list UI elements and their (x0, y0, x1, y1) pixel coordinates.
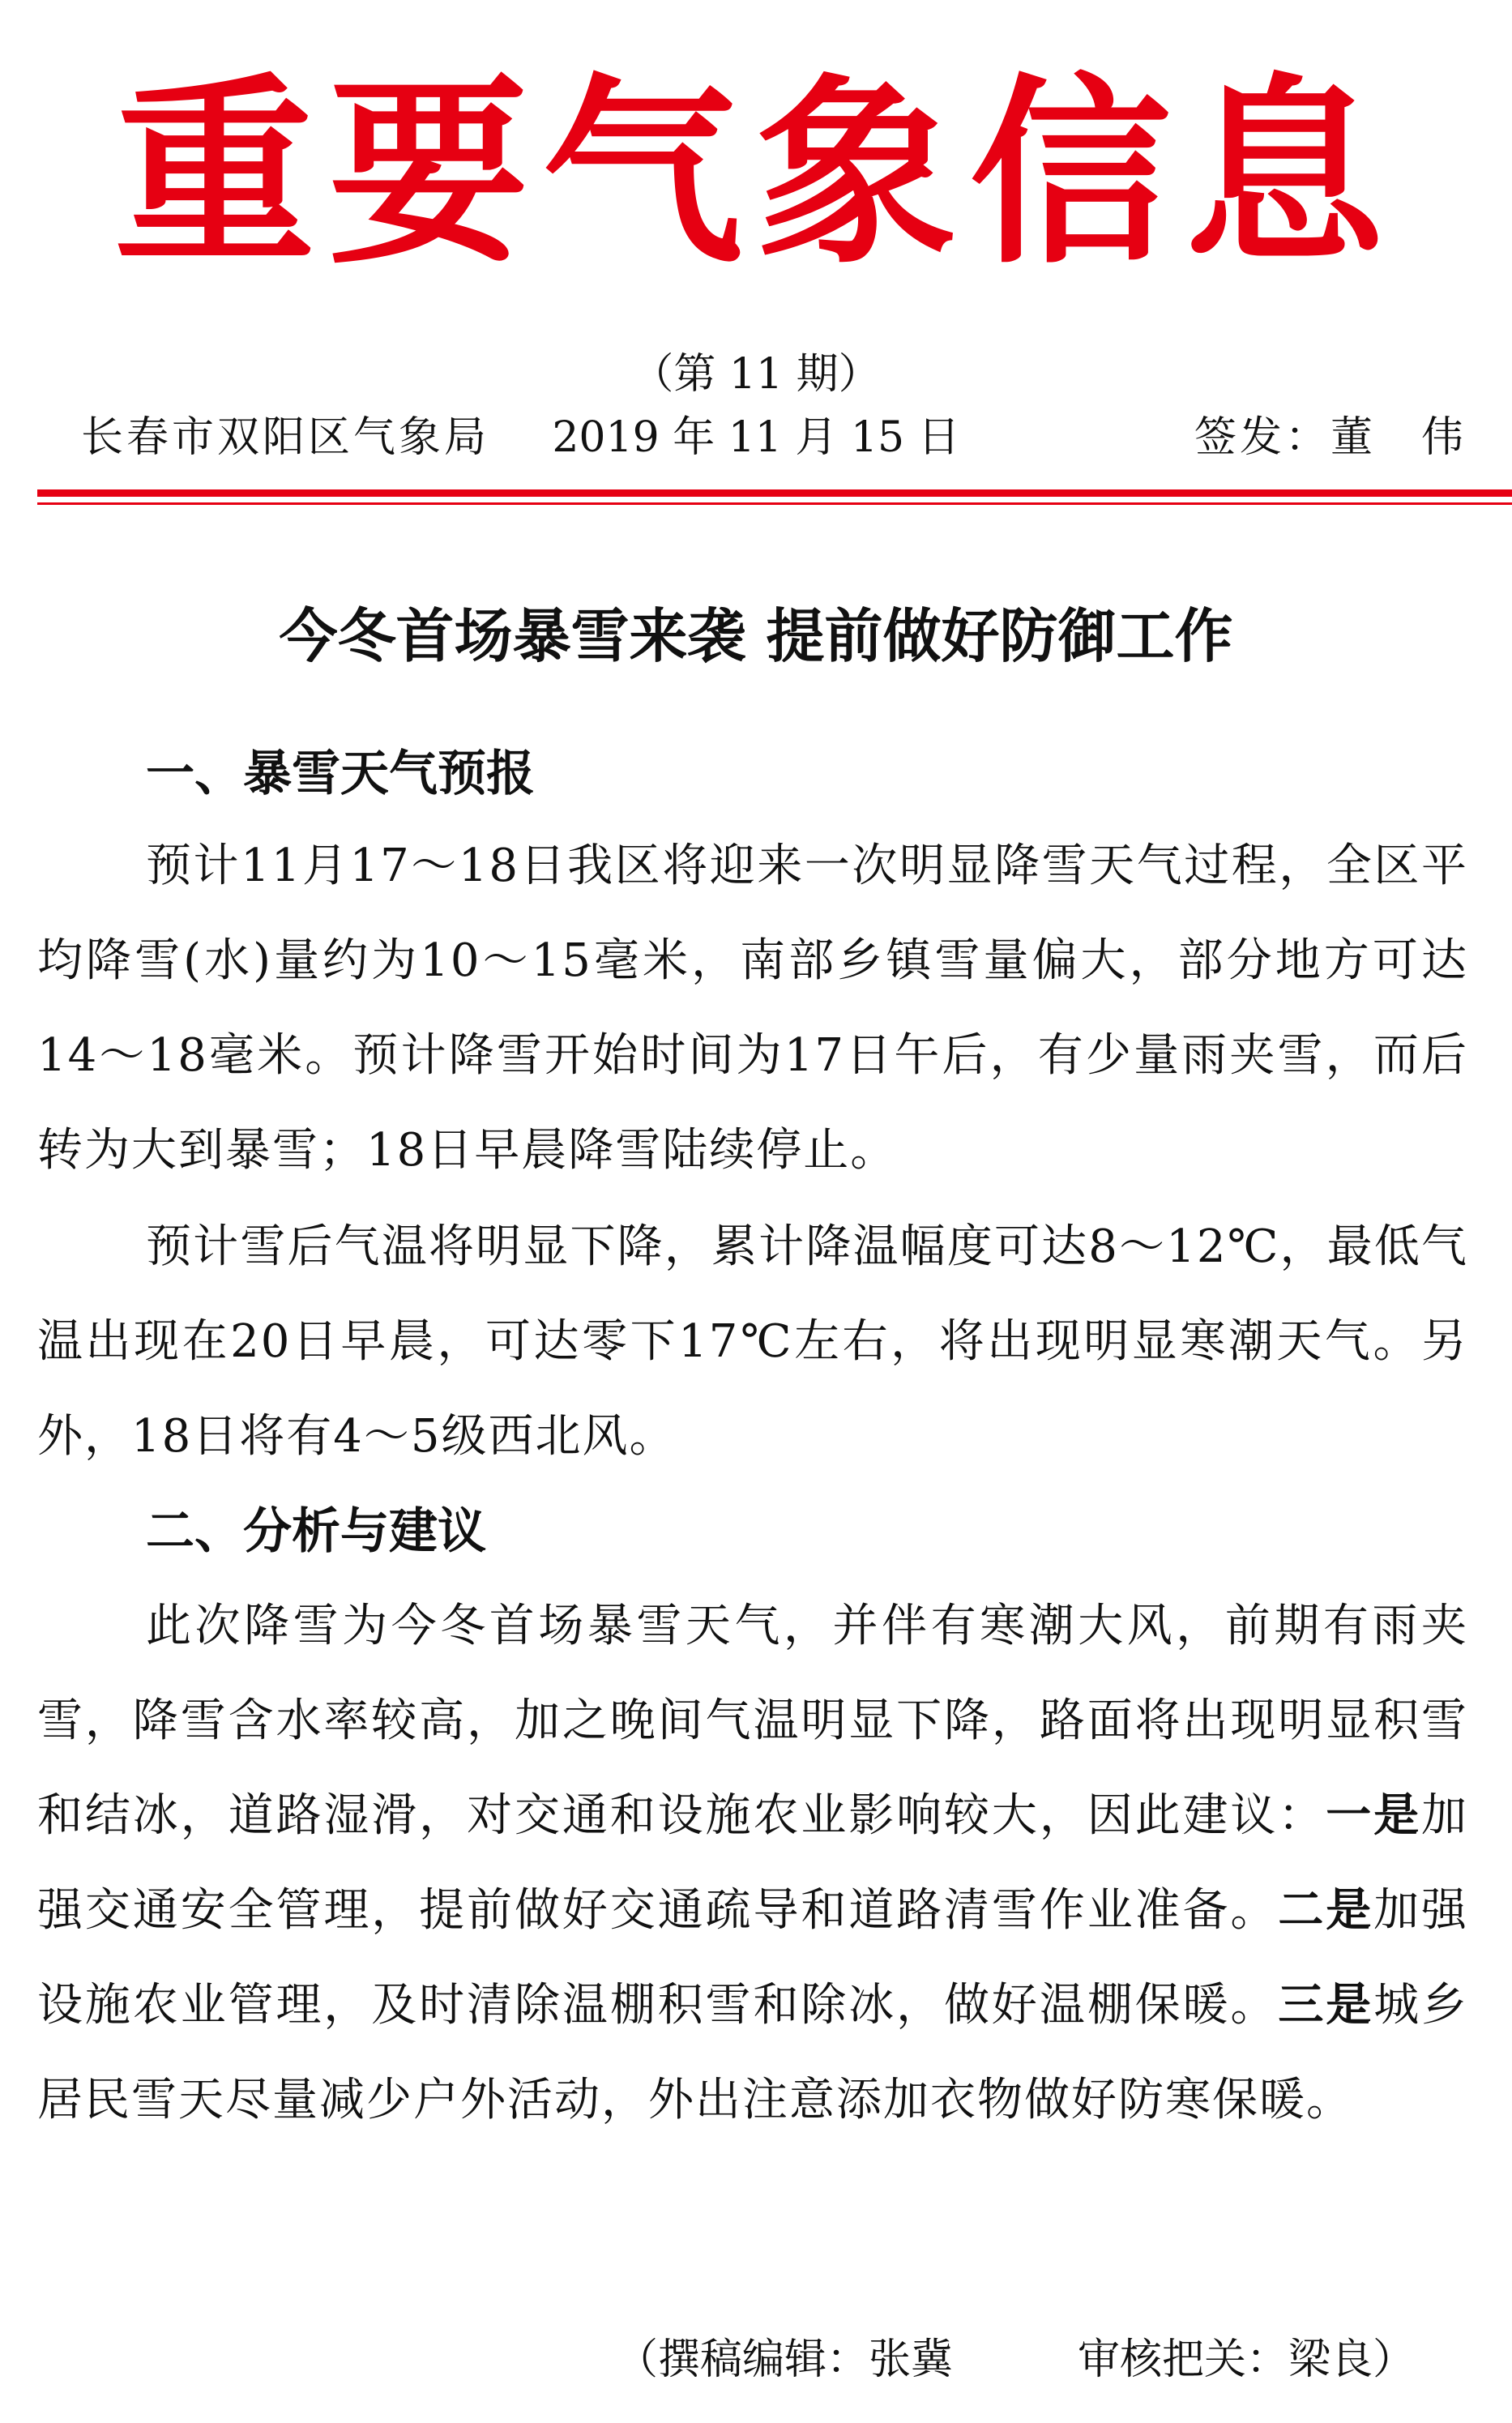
issuing-office: 长春市双阳区气象局 (81, 413, 490, 462)
issue-number: （第 11 期） (631, 350, 881, 399)
advice-intro: 此次降雪为今冬首场暴雪天气，并伴有寒潮大风，前期有雨夹雪，降雪含水率较高，加之晚间气温明显下降，路面将出现明显积雪和结冰，道路湿滑，对交通和设施农业影响较大，因此建议： (37, 1600, 1468, 1842)
advice-item-2-label: 二是 (1278, 1884, 1374, 1937)
forecast-paragraph-1: 预计11月17～18日我区将迎来一次明显降雪天气过程，全区平均降雪(水)量约为10～15毫米，南部乡镇雪量偏大，部分地方可达14～18毫米。预计降雪开始时间为17日午后，有少量雨夹雪，而后转为大到暴雪；18日早晨降雪陆续停止。 (37, 840, 1468, 1177)
advice-item-3-label: 三是 (1278, 1979, 1374, 2032)
section-heading-forecast: 一、暴雪天气预报 (146, 746, 535, 802)
advice-item-2-text: 加强设施农业管理，及时清除温棚积雪和除冰，做好温棚保暖。 (37, 1884, 1469, 2032)
header-divider-thick (37, 489, 1512, 497)
masthead-title: 重要气象信息 (114, 58, 1398, 291)
advice-item-1-label: 一是 (1326, 1789, 1422, 1842)
issue-date: 2019 年 11 月 15 日 (552, 413, 960, 462)
forecast-paragraph-2: 预计雪后气温将明显下降，累计降温幅度可达8～12℃，最低气温出现在20日早晨，可达零下17℃左右，将出现明显寒潮天气。另外，18日将有4～5级西北风。 (37, 1220, 1468, 1463)
advice-item-3-text: 城乡居民雪天尽量减少户外活动，外出注意添加衣物做好防寒保暖。 (37, 1979, 1469, 2126)
footer-editor: （撰稿编辑：张冀 (616, 2335, 954, 2384)
advice-paragraph (37, 1579, 1468, 2147)
article-title: 今冬首场暴雪来袭 提前做好防御工作 (279, 602, 1233, 670)
header-divider-thin (37, 502, 1512, 505)
section-heading-advice: 二、分析与建议 (146, 1503, 486, 1560)
advice-item-1-text: 加强交通安全管理，提前做好交通疏导和道路清雪作业准备。 (37, 1789, 1469, 1937)
signer: 签发：董 伟 (1194, 413, 1467, 462)
footer-reviewer: 审核把关：梁良） (1078, 2335, 1416, 2384)
